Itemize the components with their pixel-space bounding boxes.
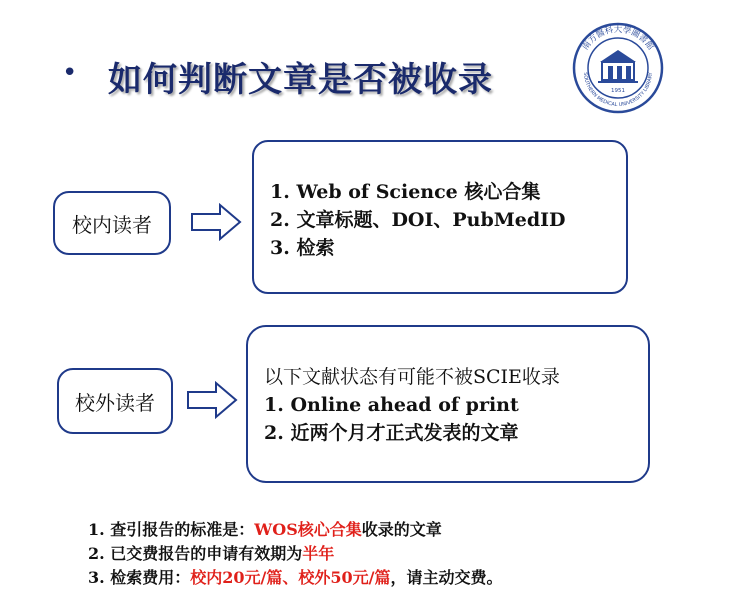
off-campus-reader-label: 校外读者 bbox=[75, 390, 155, 415]
on-campus-step-1: 1. Web of Science 核心合集 bbox=[270, 181, 541, 203]
note-2-prefix: 2. 已交费报告的申请有效期为 bbox=[88, 544, 303, 563]
off-campus-notes-box bbox=[246, 325, 650, 483]
slide-title: 如何判断文章是否被收录 bbox=[108, 60, 493, 100]
note-2-highlight: 半年 bbox=[302, 544, 335, 563]
on-campus-reader-label: 校内读者 bbox=[72, 212, 152, 237]
note-line-1 bbox=[88, 518, 503, 542]
note-1-suffix: 收录的文章 bbox=[361, 520, 442, 539]
note-3-prefix: 3. 检索费用： bbox=[88, 568, 191, 587]
bottom-notes bbox=[88, 518, 503, 590]
logo-ring-text: SOUTHERN MEDICAL UNIVERSITY LIBRARY bbox=[581, 72, 655, 109]
logo-top-text: 南方醫科大學圖書館 bbox=[580, 25, 656, 53]
on-campus-reader-box bbox=[53, 191, 171, 255]
logo-year: 1951 bbox=[611, 88, 625, 94]
library-logo bbox=[572, 22, 664, 114]
note-3-suffix: ，请主动交费。 bbox=[390, 568, 503, 587]
on-campus-arrow-icon bbox=[190, 203, 242, 245]
note-1-prefix: 1. 查引报告的标准是： bbox=[88, 520, 255, 539]
note-3-highlight: 校内20元/篇、校外50元/篇 bbox=[190, 568, 391, 587]
title-bullet: • bbox=[62, 58, 78, 88]
off-campus-intro: 以下文献状态有可能不被SCIE收录 bbox=[264, 366, 560, 388]
note-1-highlight: WOS核心合集 bbox=[254, 520, 362, 539]
off-campus-item-1: 1. Online ahead of print bbox=[264, 394, 519, 416]
on-campus-step-2: 2. 文章标题、DOI、PubMedID bbox=[270, 209, 566, 231]
on-campus-step-3: 3. 检索 bbox=[270, 237, 335, 259]
on-campus-steps-box bbox=[252, 140, 628, 294]
note-line-3 bbox=[88, 566, 503, 590]
note-line-2 bbox=[88, 542, 503, 566]
off-campus-arrow-icon bbox=[186, 381, 238, 423]
off-campus-reader-box bbox=[57, 368, 173, 434]
off-campus-item-2: 2. 近两个月才正式发表的文章 bbox=[264, 422, 519, 444]
